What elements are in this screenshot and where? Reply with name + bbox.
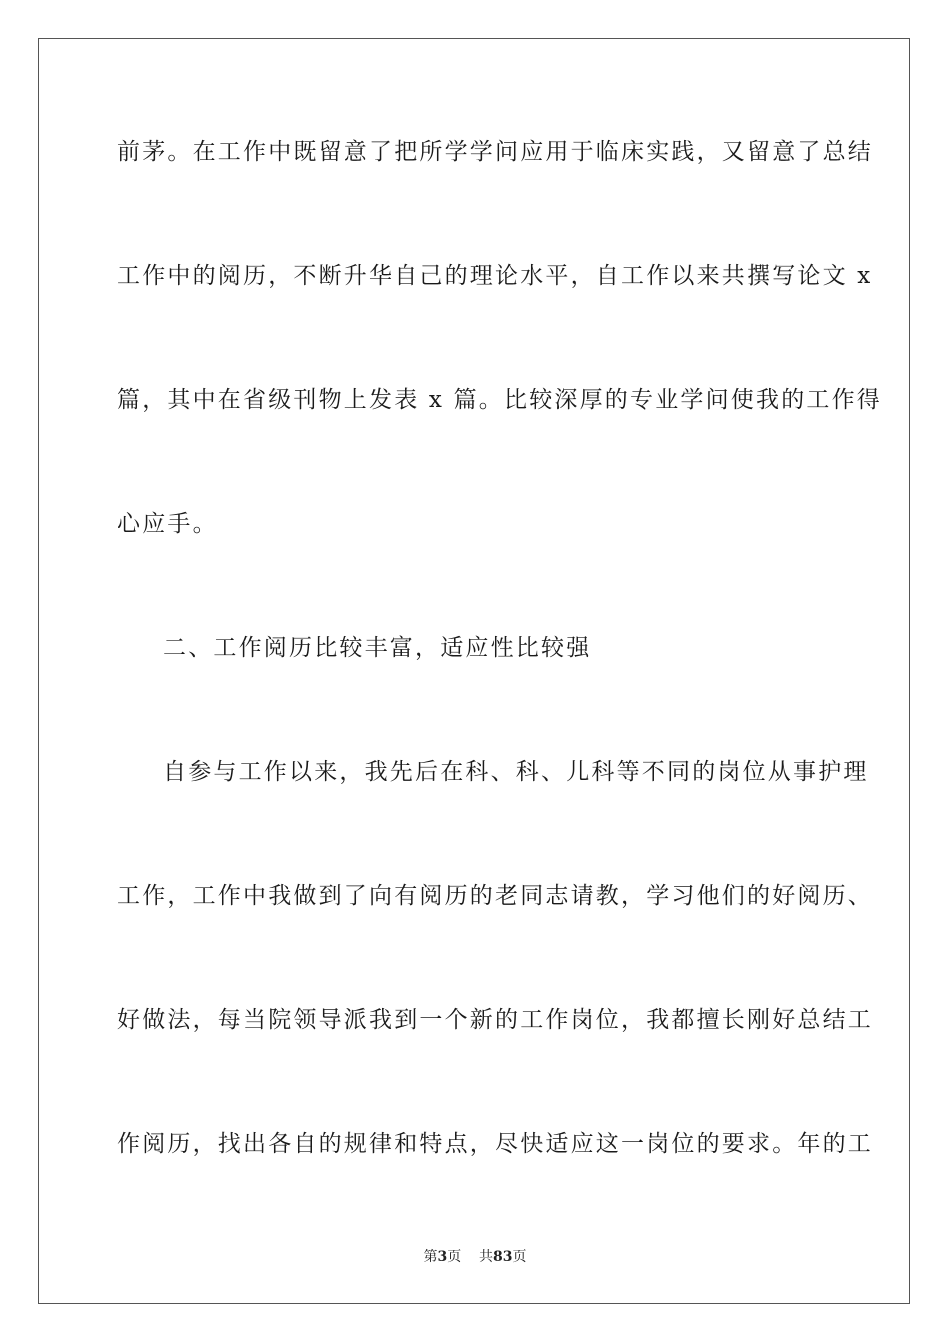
page-number: 3 [437, 1249, 448, 1265]
body-line-4: 心应手。 [117, 511, 218, 537]
body-line-8: 作阅历，找出各自的规律和特点，尽快适应这一岗位的要求。年的工 [117, 1131, 873, 1157]
body-line-1: 前茅。在工作中既留意了把所学学问应用于临床实践，又留意了总结 [117, 139, 873, 165]
body-line-5: 自参与工作以来，我先后在科、科、儿科等不同的岗位从事护理 [163, 759, 869, 785]
page-footer [0, 1248, 950, 1266]
page-suffix: 页 [447, 1249, 462, 1265]
section-heading: 二、工作阅历比较丰富，适应性比较强 [163, 635, 592, 661]
total-suffix: 页 [512, 1249, 527, 1265]
body-line-3: 篇，其中在省级刊物上发表 x 篇。比较深厚的专业学问使我的工作得 [117, 387, 882, 413]
body-line-6: 工作，工作中我做到了向有阅历的老同志请教，学习他们的好阅历、 [117, 883, 873, 909]
body-line-7: 好做法，每当院领导派我到一个新的工作岗位，我都擅长刚好总结工 [117, 1007, 873, 1033]
total-pages: 83 [493, 1249, 513, 1265]
page-prefix: 第 [423, 1249, 438, 1265]
page-border [38, 38, 910, 1304]
body-line-2: 工作中的阅历，不断升华自己的理论水平，自工作以来共撰写论文 x [117, 263, 873, 289]
total-prefix: 共 [479, 1249, 494, 1265]
